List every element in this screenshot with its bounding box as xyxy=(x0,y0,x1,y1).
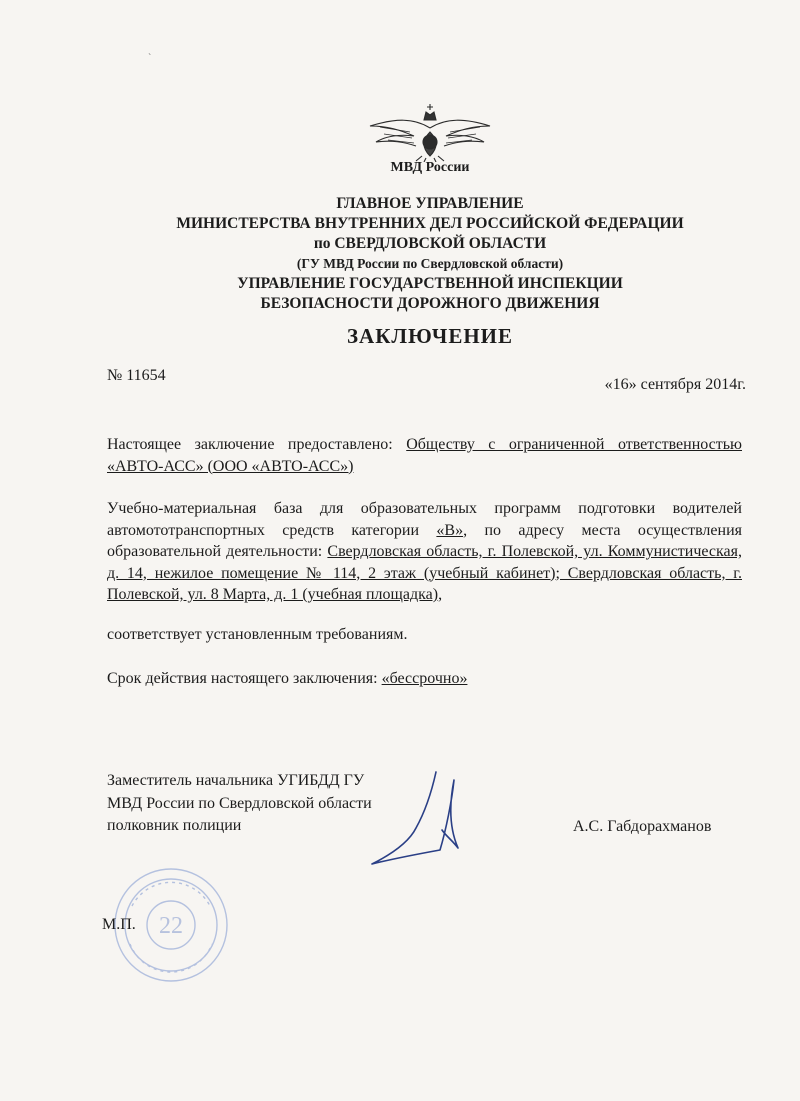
conclusion-text: соответствует установленным требованиям. xyxy=(107,626,408,643)
signer-name: А.С. Габдорахманов xyxy=(573,818,712,835)
validity-value: «бессрочно» xyxy=(381,670,468,687)
eagle-emblem-icon xyxy=(366,96,494,162)
recipient-paragraph xyxy=(107,434,742,477)
signer-position-line: Заместитель начальника УГИБДД ГУ xyxy=(107,772,365,789)
seal-place-label: М.П. xyxy=(102,916,136,933)
signer-block xyxy=(107,770,372,838)
issuer-header xyxy=(150,194,710,314)
signer-position-line: МВД России по Свердловской области xyxy=(107,794,372,812)
facility-intro: Учебно-материальная база для образовательных программ подготовки водителей автомототранспортных средств категории xyxy=(107,500,742,539)
facility-comma: , xyxy=(438,586,443,603)
facility-address: Свердловская область, г. Полевской, ул. Коммунистическая, д. 14, нежилое помещение № 114, 2 этаж (учебный кабинет); Свердловская область, г. Полевской, ул. 8 Марта, д. 1 (учебная площадка) xyxy=(107,543,743,603)
validity-label: Срок действия настоящего заключения: xyxy=(107,670,382,687)
header-line: по СВЕРДЛОВСКОЙ ОБЛАСТИ xyxy=(313,235,547,252)
validity-paragraph xyxy=(107,668,742,690)
header-line: МИНИСТЕРСТВА ВНУТРЕННИХ ДЕЛ РОССИЙСКОЙ ФЕДЕРАЦИИ xyxy=(176,215,684,232)
recipient-intro: Настоящее заключение предоставлено: xyxy=(107,436,407,453)
header-line: (ГУ МВД России по Свердловской области) xyxy=(296,256,564,271)
recipient-org: Обществу с ограниченной ответственностью «АВТО-АСС» (ООО «АВТО-АСС») xyxy=(107,436,742,475)
facility-address-intro: , по адресу места осуществления образовательной деятельности: xyxy=(107,521,742,560)
document-number: № 11654 xyxy=(107,367,166,384)
svg-text:22: 22 xyxy=(159,913,183,939)
document-title: ЗАКЛЮЧЕНИЕ xyxy=(346,324,514,348)
signer-rank: полковник полиции xyxy=(107,817,242,834)
signature xyxy=(366,770,466,870)
scan-speck: ` xyxy=(148,53,152,64)
emblem-caption: МВД России xyxy=(390,160,470,175)
header-line: БЕЗОПАСНОСТИ ДОРОЖНОГО ДВИЖЕНИЯ xyxy=(260,295,600,312)
category-value: «В» xyxy=(436,521,464,539)
header-line: ГЛАВНОЕ УПРАВЛЕНИЕ xyxy=(336,195,524,212)
facility-paragraph xyxy=(107,498,742,606)
document-date: «16» сентября 2014г. xyxy=(604,376,746,393)
header-line: УПРАВЛЕНИЕ ГОСУДАРСТВЕННОЙ ИНСПЕКЦИИ xyxy=(237,275,623,292)
